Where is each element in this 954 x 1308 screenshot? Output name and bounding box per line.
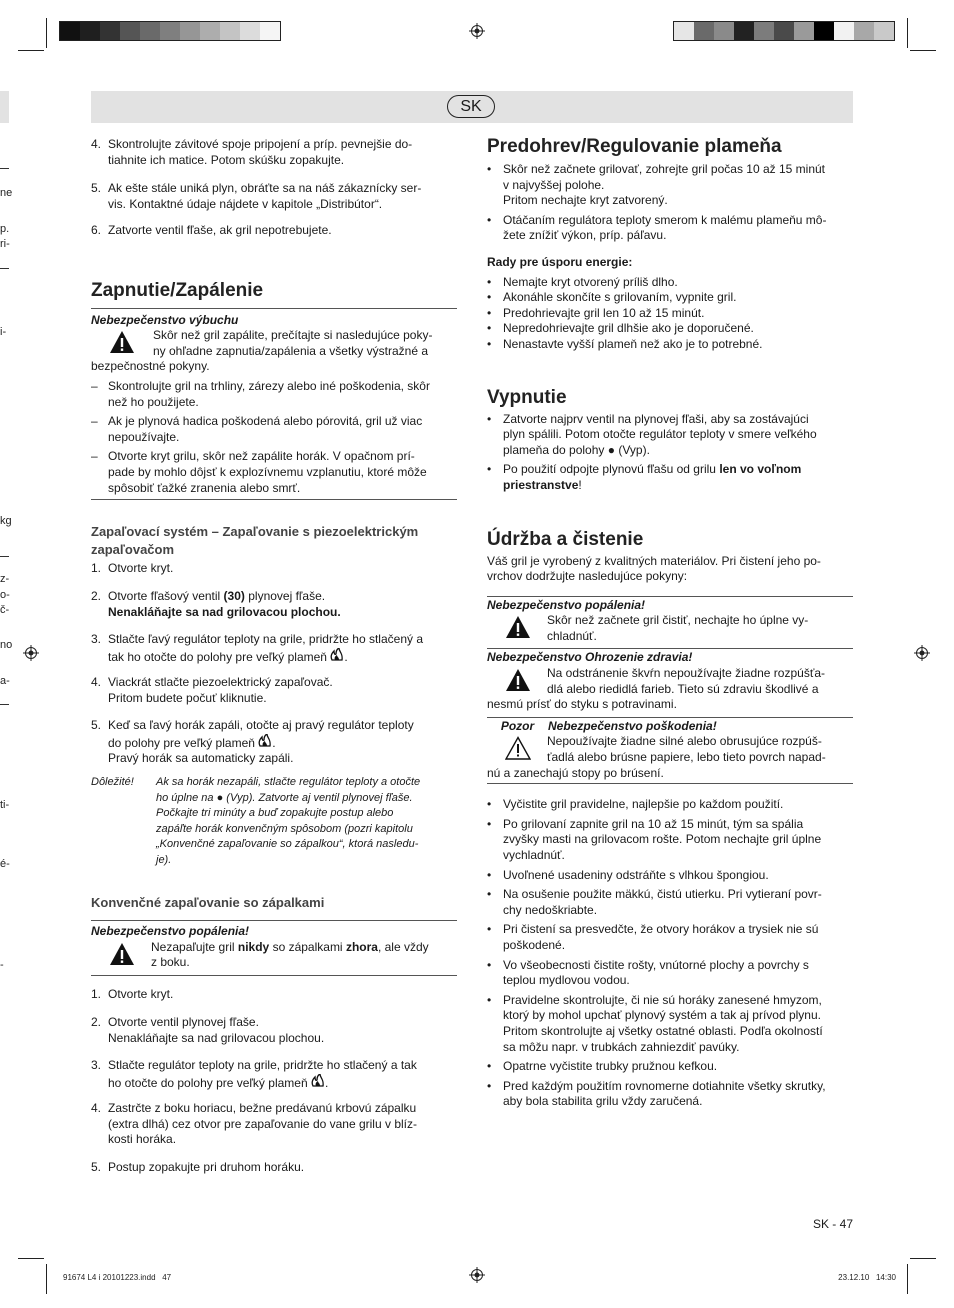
footer-file: 91674 L4 i 20101223.indd 47 — [63, 1273, 172, 1282]
cleaning-list — [487, 797, 853, 1110]
list-item: 2. Otvorte ventil plynovej fľaše. Nenakláňajte sa nad grilovacou plochou. — [91, 1014, 325, 1045]
list-item: • Vyčistite gril pravidelne, najlepšie po každom použití. — [487, 797, 784, 812]
list-item: 5. Postup zopakujte pri druhom horáku. — [91, 1159, 305, 1174]
crop-mark — [910, 1258, 936, 1259]
list-item: 4. Skontrolujte závitové spoje pripojení a príp. pevnejšie do- tiahnite ich matice. Potom skúšku zopakujte. — [91, 137, 413, 167]
color-bar-left — [59, 21, 281, 41]
list-item: • Po grilovaní zapnite gril na 10 až 15 minút, tým sa spália zvyšky masti na grilovacom rošte. Potom nechajte gril úplne vychladnúť. — [487, 816, 822, 862]
side-fragment: ne — [0, 187, 13, 199]
list-item: 1. Otvorte kryt. — [91, 986, 174, 1001]
crop-mark — [18, 50, 44, 51]
section-title-predohrev: Predohrev/Regulovanie plameňa — [487, 136, 782, 157]
energy-tips-title: Rady pre úsporu energie: — [487, 254, 633, 269]
side-fragment: z- — [0, 573, 10, 585]
left-edge-bar — [0, 91, 9, 123]
list-item: 2. Otvorte fľašový ventil (30) plynovej fľaše. Nenakláňajte sa nad grilovacou plochou. — [91, 589, 341, 619]
flame-icon — [330, 648, 344, 661]
energy-tips — [487, 275, 853, 353]
match-steps — [91, 987, 457, 1176]
side-fragment: č- — [0, 604, 10, 616]
list-item: • Vo všeobecnosti čistite rošty, vnútorné plochy a povrchy s teplou mydlovou vodou. — [487, 957, 809, 988]
list-item: 4. Zastrčte z boku horiacu, bežne predávanú krbovú zápalku (extra dlhá) cez otvor pre zapaľovanie do vane grilu v blíz- kosti horáka. — [91, 1100, 417, 1147]
list-item: • Nepredohrievajte gril dlhšie ako je doporučené. — [487, 321, 754, 336]
list-item: 3. Stlačte regulátor teploty na grile, pridržte ho stlačený a tak ho otočte do polohy pre veľký plameň . — [91, 1057, 417, 1090]
list-item: • Nenastavte vyšší plameň než ako je to potrebné. — [487, 336, 763, 351]
caution-icon — [487, 734, 547, 762]
flame-icon — [258, 734, 272, 747]
list-item: • Pravidelne skontrolujte, či nie sú horáky zanesené hmyzom, ktorý by mohol upchať plynový systém a tak aj prívod plynu. Pritom skontrolujte aj všetky ostatné oblasti. Podľa okolností sa môžu napr. v trubkách zahniezdiť pavúky. — [487, 992, 823, 1054]
side-rule — [0, 704, 9, 705]
side-fragment: no — [0, 639, 13, 651]
list-item: • Uvoľnené usadeniny odstráňte s vlhkou špongiou. — [487, 867, 769, 882]
section-title-udrzba: Údržba a čistenie — [487, 528, 644, 550]
registration-mark-icon — [23, 645, 39, 661]
crop-mark — [46, 18, 47, 48]
side-fragment: kg — [0, 515, 12, 527]
side-rule — [0, 268, 9, 269]
warning-explosion: Nebezpečenstvo výbuchu Skôr než gril zapálite, prečítajte si nasledujúce poky- ny ohľadne zapnutia/zapálenia a všetky výstražné a bezpečnostné pokyny. – Skontrolujte gril na trhliny, zárezy alebo iné poškodenia, skôr než ho použijete. – Ak je plynová hadica poškodená alebo pórovitá, gril už viac nepoužívajte. – Otvorte kryt grilu, skôr než zapálite horák. V opačnom prí- pade by mohlo dôjsť k explozívnemu vzplanutiu, ktoré môže spôsobiť ťažké zranenia alebo smrť. — [91, 308, 457, 501]
list-item: • Na osušenie použite mäkkú, čistú utierku. Pri vytieraní povr- chy nedoškriabte. — [487, 887, 822, 917]
list-item: 1. Otvorte kryt. — [91, 561, 174, 576]
list-item: 5. Ak ešte stále uniká plyn, obráťte sa na náš zákaznícky ser- vis. Kontaktné údaje nájdete v kapitole „Distribútor“. — [91, 181, 422, 211]
list-item: 6. Zatvorte ventil fľaše, ak gril nepotrebujete. — [91, 223, 332, 237]
side-rule — [0, 168, 9, 169]
maintenance-intro: Váš gril je vyrobený z kvalitných materiálov. Pri čistení jeho po- vrchov dodržujte nasledujúce pokyny: — [487, 553, 821, 584]
side-fragment: o- — [0, 589, 10, 601]
warning-icon — [91, 328, 153, 356]
leak-steps — [91, 137, 457, 239]
list-item: • Predohrievajte gril len 10 až 15 minút. — [487, 305, 705, 320]
crop-mark — [907, 18, 908, 48]
warning-burn-cleaning: Nebezpečenstvo popálenia! Skôr než začnete gril čistiť, nechajte ho úplne vy- chladnúť. — [487, 596, 853, 645]
list-item: 4. Viackrát stlačte piezoelektrický zapaľovač. Pritom budete počuť kliknutie. — [91, 675, 333, 705]
list-item: – Ak je plynová hadica poškodená alebo pórovitá, gril už viac nepoužívajte. — [91, 414, 423, 444]
side-fragment: é- — [0, 858, 10, 870]
important-note: Dôležité! Ak sa horák nezapáli, stlačte regulátor teploty a otočte ho úplne na ● (Vyp). Zatvorte aj ventil plynovej fľaše. Počkajte tri minúty a buď zopakujte postup alebo zapáľte horák konvenčným spôsobom (pozri kapitolu „Konvenčné zapaľovanie so zápalkou“, ktorá nasledu- je). — [91, 776, 421, 866]
piezo-steps — [91, 561, 457, 775]
list-item: – Skontrolujte gril na trhliny, zárezy alebo iné poškodenia, skôr než ho použijete. — [91, 378, 430, 409]
warning-burn: Nebezpečenstvo popálenia! Nezapaľujte gril nikdy so zápalkami zhora, ale vždy z boku. — [91, 920, 457, 976]
side-rule — [0, 556, 9, 557]
off-dot-icon: ● — [216, 791, 224, 804]
warning-icon — [487, 666, 547, 694]
crop-mark — [907, 1264, 908, 1294]
crop-mark — [46, 1264, 47, 1294]
warning-health: Nebezpečenstvo Ohrozenie zdravia! Na odstránenie škvŕn nepoužívajte žiadne rozpúšťa- dlá alebo riedidlá farieb. Tieto sú zdraviu škodlivé a nesmú prísť do styku s potravinami. — [487, 648, 853, 712]
list-item: • Pri čistení sa presvedčte, že otvory horákov a trysiek nie sú poškodené. — [487, 922, 819, 952]
registration-mark-icon — [914, 645, 930, 661]
side-fragment: ri- — [0, 238, 10, 250]
list-item: • Nemajte kryt otvorený príliš dlho. — [487, 274, 678, 289]
side-fragment: i- — [0, 326, 7, 338]
list-item: • Otáčaním regulátora teploty smerom k malému plameňu mô- žete znížiť výkon, príp. páľavu. — [487, 212, 827, 243]
section-title-vypnutie: Vypnutie — [487, 386, 567, 408]
warning-icon — [487, 613, 547, 641]
list-item: • Pred každým použitím rovnomerne dotiahnite všetky skrutky, aby bola stabilita grilu vždy zaručená. — [487, 1078, 826, 1109]
side-fragment: a- — [0, 675, 10, 687]
language-badge: SK — [447, 95, 495, 118]
right-column — [487, 135, 853, 1110]
list-item: • Po použití odpojte plynovú fľašu od grilu len vo voľnom priestranstve! — [487, 462, 802, 492]
list-item: 5. Keď sa ľavý horák zapáli, otočte aj pravý regulátor teploty do polohy pre veľký plameň . Pravý horák sa automaticky zapáli. — [91, 718, 414, 766]
footer-date: 23.12.10 14:30 — [838, 1273, 896, 1282]
list-item: • Zatvorte najprv ventil na plynovej fľaši, aby sa zostávajúci plyn spálili. Potom otočte regulátor teploty v smere veľkého plameňa do polohy ● (Vyp). — [487, 411, 817, 457]
side-fragment: ti- — [0, 799, 10, 811]
warning-damage: Pozor Nebezpečenstvo poškodenia! Nepoužívajte žiadne silné alebo obrusujúce rozpúš- ťadlá alebo brúsne papiere, lebo tieto povrch napad- nú a zanechajú stopy po brúsení. — [487, 717, 853, 784]
page-number: SK - 47 — [812, 1217, 853, 1231]
crop-mark — [910, 50, 936, 51]
registration-mark-icon — [469, 1267, 485, 1283]
side-fragment: p. — [0, 223, 10, 235]
section-title-piezo: Zapaľovací systém – Zapaľovanie s piezoelektrickým zapaľovačom — [91, 524, 419, 558]
list-item: 3. Stlačte ľavý regulátor teploty na grile, pridržte ho stlačený a tak ho otočte do polohy pre veľký plameň . — [91, 632, 423, 664]
section-title-konvencne: Konvenčné zapaľovanie so zápalkami — [91, 895, 325, 911]
color-bar-right — [673, 21, 895, 41]
list-item: • Opatrne vyčistite trubky pružnou kefkou. — [487, 1059, 718, 1074]
list-item: • Skôr než začnete grilovať, zohrejte gril počas 10 až 15 minút v najvyššej polohe. Pritom nechajte kryt zatvorený. — [487, 162, 826, 208]
warning-icon — [91, 940, 151, 968]
list-item: • Akonáhle skončíte s grilovaním, vypnite gril. — [487, 290, 737, 305]
list-item: – Otvorte kryt grilu, skôr než zapálite horák. V opačnom prí- pade by mohlo dôjsť k explozívnemu vzplanutiu, ktoré môže spôsobiť ťažké zranenia alebo smrť. — [91, 449, 427, 495]
side-fragment: - — [0, 959, 4, 971]
section-title-zapnutie: Zapnutie/Zapálenie — [91, 279, 264, 301]
off-dot-icon: ● — [607, 442, 616, 457]
registration-mark-icon — [469, 23, 485, 39]
flame-icon — [311, 1074, 325, 1087]
left-column — [91, 137, 457, 1176]
crop-mark — [18, 1258, 44, 1259]
